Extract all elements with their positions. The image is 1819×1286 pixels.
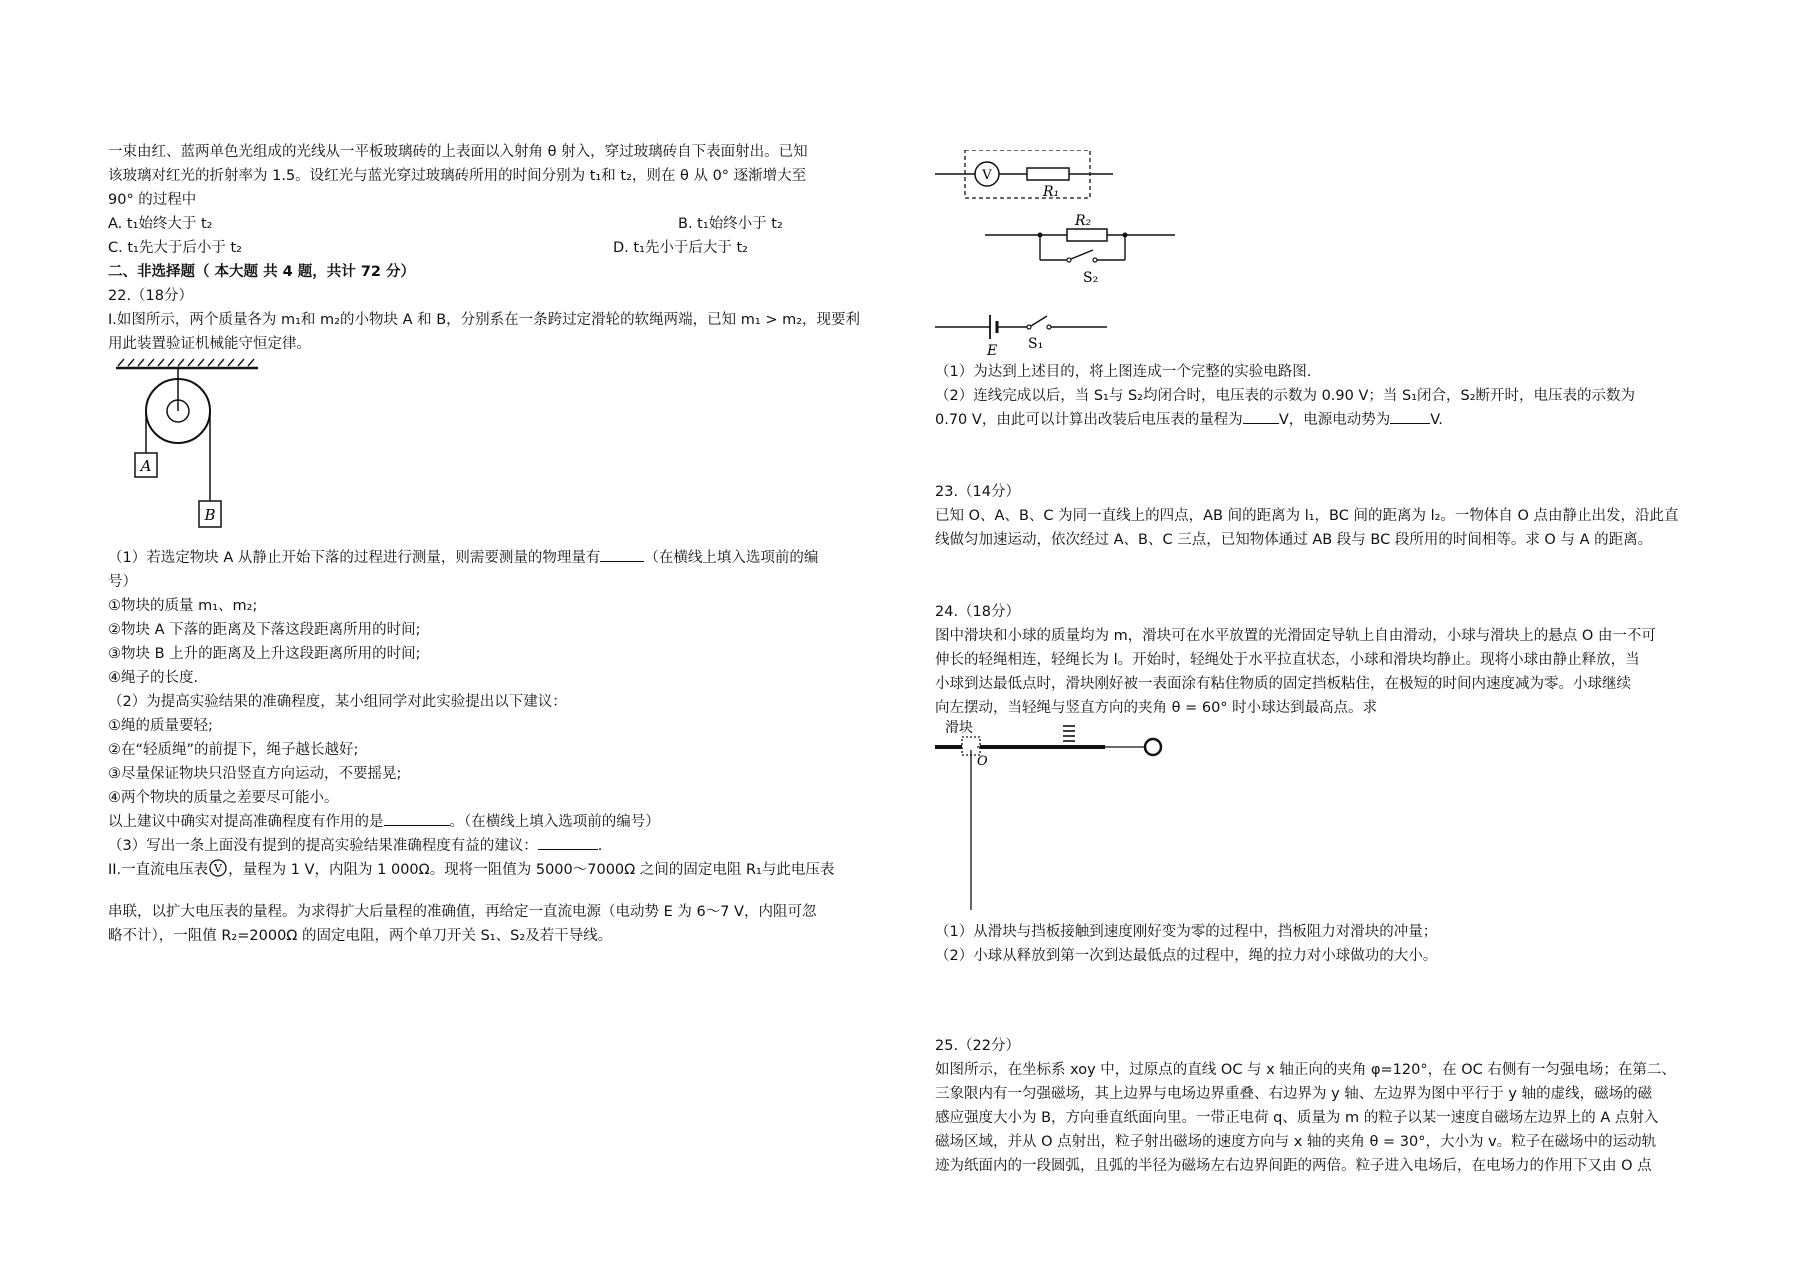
q22-p2-item-1: ①绳的质量要轻;	[108, 718, 213, 734]
q22-p3: （3）写出一条上面没有提到的提高实验结果准确程度有益的建议： .	[108, 834, 903, 858]
q23-header: 23.（14分）	[935, 484, 1021, 500]
q24-line-1: 图中滑块和小球的质量均为 m，滑块可在水平放置的光滑固定导轨上自由滑动，小球与滑块上的悬点 O 由一不可	[935, 628, 1656, 644]
q22-p1: （1）若选定物块 A 从静止开始下落的过程进行测量，则需要测量的物理量有 （在横线上填入选项前的编	[108, 546, 903, 570]
q25-line-3: 感应强度大小为 B，方向垂直纸面向里。一带正电荷 q、质量为 m 的粒子以某一速度自磁场左边界上的 A 点射入	[935, 1110, 1659, 1126]
q21-option-b: B. t₁始终小于 t₂	[678, 216, 783, 232]
slider-figure	[935, 720, 1195, 920]
q22-p2-item-2: ②在“轻质绳”的前提下，绳子越长越好;	[108, 742, 359, 758]
q22-p2: （2）为提高实验结果的准确程度，某小组同学对此实验提出以下建议：	[108, 694, 567, 710]
r2-label: R₂	[1075, 213, 1092, 229]
answer-blank-emf[interactable]	[1390, 409, 1430, 424]
q22-p2-end: 以上建议中确实对提高准确程度有作用的是 。（在横线上填入选项前的编号）	[108, 810, 903, 834]
svg-text:V: V	[214, 862, 223, 875]
answer-blank-3[interactable]	[538, 835, 598, 850]
q25-line-4: 磁场区域，并从 O 点射出，粒子射出磁场的速度方向与 x 轴的夹角 θ = 30°，大小为 v。粒子在磁场中的运动轨	[935, 1134, 1657, 1150]
q24-line-3: 小球到达最低点时，滑块刚好被一表面涂有粘住物质的固定挡板粘住，在极短的时间内速度减为零。小球继续	[935, 676, 1631, 692]
q22-part-ii: II.一直流电压表 V ，量程为 1 V，内阻为 1 000Ω。现将一阻值为 5000～7000Ω 之间的固定电阻 R₁与此电压表	[108, 858, 903, 882]
e-label: E	[987, 343, 998, 359]
q24-q2: （2）小球从释放到第一次到达最低点的过程中，绳的拉力对小球做功的大小。	[935, 948, 1438, 964]
pivot-o-label: O	[977, 754, 988, 769]
q22-p1-item-3: ③物块 B 上升的距离及上升这段距离所用的时间;	[108, 646, 421, 662]
q23-line-2: 线做匀加速运动，依次经过 A、B、C 三点，已知物体通过 AB 段与 BC 段所用的时间相等。求 O 与 A 的距离。	[935, 532, 1653, 548]
section-title: 二、非选择题（ 本大题 共 4 题，共计 72 分）	[108, 264, 416, 280]
q23-line-1: 已知 O、A、B、C 为同一直线上的四点，AB 间的距离为 l₁，BC 间的距离为 l₂。一物体自 O 点由静止出发，沿此直	[935, 508, 1679, 524]
voltmeter-icon	[208, 858, 228, 878]
q25-line-2: 三象限内有一匀强磁场，其上边界与电场边界重叠、右边界为 y 轴、左边界为图中平行于 y 轴的虚线，磁场的磁	[935, 1086, 1653, 1102]
q21-options-row-2	[108, 236, 903, 260]
right-column	[935, 150, 1725, 1178]
q24-q1: （1）从滑块与挡板接触到速度刚好变为零的过程中，挡板阻力对滑块的冲量；	[935, 924, 1438, 940]
q22-p1-item-1: ①物块的质量 m₁、m₂;	[108, 598, 258, 614]
q22-p1-item-2: ②物块 A 下落的距离及下落这段距离所用的时间;	[108, 622, 421, 638]
voltmeter-label: V	[982, 168, 992, 183]
q22-cont-p2b: 0.70 V，由此可以计算出改装后电压表的量程为 V，电源电动势为 V.	[935, 408, 1725, 432]
left-column	[108, 140, 903, 948]
q21-line-3: 90° 的过程中	[108, 192, 197, 208]
answer-blank-1[interactable]	[600, 547, 644, 562]
q24-header: 24.（18分）	[935, 604, 1021, 620]
q22-intro-1: I.如图所示，两个质量各为 m₁和 m₂的小物块 A 和 B，分别系在一条跨过定滑轮的软绳两端，已知 m₁ > m₂，现要利	[108, 312, 861, 328]
q21-line-2: 该玻璃对红光的折射率为 1.5。设红光与蓝光穿过玻璃砖所用的时间分别为 t₁和 t₂，则在 θ 从 0° 逐渐增大至	[108, 168, 807, 184]
q21-option-d: D. t₁先小于后大于 t₂	[613, 240, 748, 256]
q22-p1-item-4: ④绳子的长度.	[108, 670, 199, 686]
q24-line-4: 向左摆动，当轻绳与竖直方向的夹角 θ = 60° 时小球达到最高点。求	[935, 700, 1378, 716]
answer-blank-range[interactable]	[1243, 409, 1279, 424]
q25-header: 25.（22分）	[935, 1038, 1021, 1054]
pulley-figure	[108, 356, 308, 546]
q21-options-row-1	[108, 212, 903, 236]
s2-label: S₂	[1083, 270, 1099, 286]
q22-header: 22.（18分）	[108, 288, 194, 304]
q22-cont-p1: （1）为达到上述目的，将上图连成一个完整的实验电路图.	[935, 364, 1312, 380]
q21-line-1: 一束由红、蓝两单色光组成的光线从一平板玻璃砖的上表面以入射角 θ 射入，穿过玻璃砖自下表面射出。已知	[108, 144, 808, 160]
q22-part-ii-cont-2: 略不计），一阻值 R₂=2000Ω 的固定电阻，两个单刀开关 S₁、S₂及若干导线。	[108, 928, 613, 944]
slider-label: 滑块	[945, 720, 973, 736]
q22-p2-item-3: ③尽量保证物块只沿竖直方向运动，不要摇晃;	[108, 766, 402, 782]
block-b-label: B	[204, 506, 216, 524]
q22-cont-p2a: （2）连线完成以后，当 S₁与 S₂均闭合时，电压表的示数为 0.90 V；当 S₁闭合，S₂断开时，电压表的示数为	[935, 388, 1636, 404]
q22-part-ii-cont-1: 串联，以扩大电压表的量程。为求得扩大后量程的准确值，再给定一直流电源（电动势 E 为 6～7 V，内阻可忽	[108, 904, 817, 920]
q22-intro-2: 用此装置验证机械能守恒定律。	[108, 336, 311, 352]
r1-label: R₁	[1043, 184, 1060, 200]
circuit-figure	[935, 150, 1195, 360]
q22-p1-cont: 号）	[108, 574, 137, 590]
q25-line-1: 如图所示，在坐标系 xoy 中，过原点的直线 OC 与 x 轴正向的夹角 φ=120°，在 OC 右侧有一匀强电场；在第二、	[935, 1062, 1676, 1078]
q21-option-c: C. t₁先大于后小于 t₂	[108, 240, 242, 256]
q22-p2-item-4: ④两个物块的质量之差要尽可能小。	[108, 790, 339, 806]
q24-line-2: 伸长的轻绳相连，轻绳长为 l。开始时，轻绳处于水平拉直状态，小球和滑块均静止。现将小球由静止释放，当	[935, 652, 1640, 668]
q21-option-a: A. t₁始终大于 t₂	[108, 216, 213, 232]
q25-line-5: 迹为纸面内的一段圆弧，且弧的半径为磁场左右边界间距的两倍。粒子进入电场后，在电场力的作用下又由 O 点	[935, 1158, 1652, 1174]
block-a-label: A	[140, 457, 152, 475]
s1-label: S₁	[1028, 336, 1044, 352]
answer-blank-2[interactable]	[384, 811, 450, 826]
